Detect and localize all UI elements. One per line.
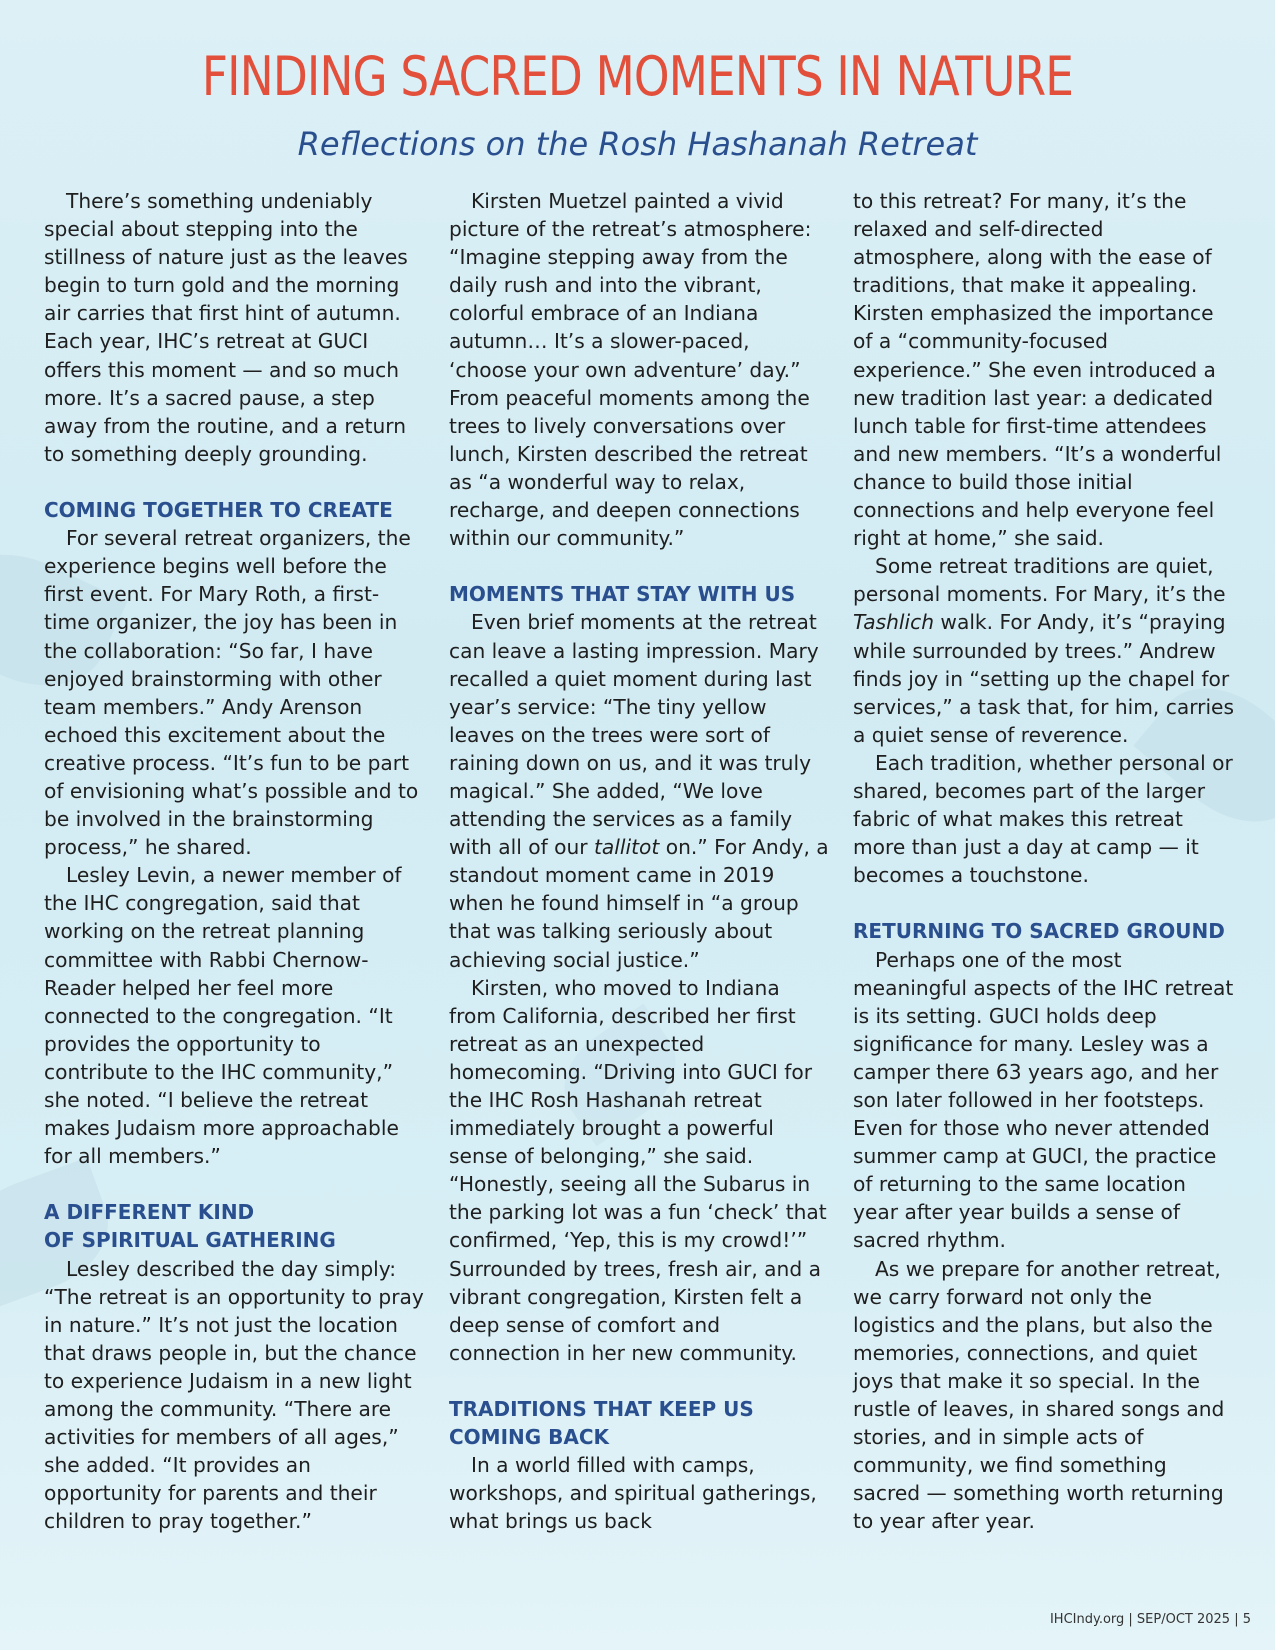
page-subtitle: Reflections on the Rosh Hashanah Retreat [297,125,978,163]
paragraph: As we prepare for another retreat, we carry forward not only the logistics and the plans, but also the memories, connections, and quiet joys that make it so special. In the rustle of leaves, in shared songs and stories, and in simple acts of community, we find something sacred — something worth returning to year after year. [853,1256,1225,1534]
paragraph: Lesley described the day simply: “The retreat is an opportunity to pray in nature.” It’s not just the location that draws people in, but the chance to experience Judaism in a new light among the community. “There are activities for members of all ages,” she added. “It provides an opportunity for parents and their children to pray together.” [44,1256,424,1534]
page-title: FINDING SACRED MOMENTS IN NATURE [201,45,1074,108]
paragraph-continued: to this retreat? For many, it’s the relaxed and self-directed atmosphere, along with the ease of traditions, that make it appealing. Kirsten emphasized the importance of a “community-focused experience.” She even introduced a new tradition last year: a dedicated lunch table for first-time attendees and new members. “It’s a wonderful chance to build those initial connections and help everyone feel right at home,” she said. [853,189,1222,551]
section-heading [449,1395,829,1451]
paragraph: Perhaps one of the most meaningful aspects of the IHC retreat is its setting. GUCI holds deep significance for many. Lesley was a camper there 63 years ago, and her son later followed in her footsteps. Even for those who never attended summer camp at GUCI, the practice of returning to the same location year after year builds a sense of sacred rhythm. [853,947,1234,1253]
section-heading: MOMENTS THAT STAY WITH US [449,582,796,607]
paragraph-text: walk. For Andy, it’s “praying while surrounded by trees.” Andrew finds joy in “setting up the chapel for services,” a task that, for him, carries a quiet sense of reverence. [853,610,1234,747]
italic-term: tallitot [594,835,660,860]
paragraph [449,608,829,973]
italic-term: Tashlich [853,610,935,635]
paragraph [853,552,1235,749]
paragraph: In a world filled with camps, workshops, and spiritual gatherings, what brings us back [449,1453,817,1534]
section-heading [44,1198,424,1254]
paragraph-text: on.” For Andy, a standout moment came in 2019 when he found himself in “a group that was talking seriously about achieving social justice.” [449,835,829,972]
paragraph: Lesley Levin, a newer member of the IHC congregation, said that working on the retreat planning committee with Rabbi Chernow-Reader helped her feel more connected to the congregation. “It provides the opportunity to contribute to the IHC community,” she noted. “I believe the retreat makes Judaism more approachable for all members.” [44,863,402,1169]
paragraph: For several retreat organizers, the experience begins well before the first event. For Mary Roth, a first-time organizer, the joy has been in the collaboration: “So far, I have enjoyed brainstorming with other team members.” Andy Arenson echoed this excitement about the creative process. “It’s fun to be part of envisioning what’s possible and to be involved in the brainstorming process,” he shared. [44,526,419,860]
article-column-3 [853,187,1235,1536]
section-heading-line: A DIFFERENT KIND [44,1200,255,1225]
article-column-1 [44,187,424,1536]
paragraph: There’s something undeniably special about stepping into the stillness of nature just as the leaves begin to turn gold and the morning air carries that first hint of autumn. Each year, IHC’s retreat at GUCI offers this moment — and so much more. It’s a sacred pause, a step away from the routine, and a return to something deeply grounding. [44,189,408,466]
section-heading-line: COMING BACK [449,1425,610,1450]
paragraph: Kirsten, who moved to Indiana from California, described her first retreat as an unexpected homecoming. “Driving into GUCI for the IHC Rosh Hashanah retreat immediately brought a powerful sense of belonging,” she said. “Honestly, seeing all the Subarus in the parking lot was a fun ‘check’ that confirmed, ‘Yep, this is my crowd!’” Surrounded by trees, fresh air, and a vibrant congregation, Kirsten felt a deep sense of comfort and connection in her new community. [449,975,827,1365]
section-heading-line: TRADITIONS THAT KEEP US [449,1397,754,1422]
section-heading: RETURNING TO SACRED GROUND [853,919,1225,944]
section-heading-line: OF SPIRITUAL GATHERING [44,1228,336,1253]
paragraph: Each tradition, whether personal or shared, becomes part of the larger fabric of what makes this retreat more than just a day at camp — it becomes a touchstone. [853,750,1233,888]
section-heading: COMING TOGETHER TO CREATE [44,498,393,523]
article-column-2 [449,187,829,1536]
paragraph-text: Some retreat traditions are quiet, personal moments. For Mary, it’s the [853,554,1226,607]
paragraph: Kirsten Muetzel painted a vivid picture of the retreat’s atmosphere: “Imagine stepping away from the daily rush and into the vibrant, colorful embrace of an Indiana autumn… It’s a slower-paced, ‘choose your own adventure’ day.” From peaceful moments among the trees to lively conversations over lunch, Kirsten described the retreat as “a wonderful way to relax, recharge, and deepen connections within our community.” [449,189,812,551]
page-footer: IHCIndy.org | SEP/OCT 2025 | 5 [1049,1612,1251,1627]
paragraph-text: Even brief moments at the retreat can leave a lasting impression. Mary recalled a quiet moment during last year’s service: “The tiny yellow leaves on the trees were sort of raining down on us, and it was truly magical.” She added, “We love attending the services as a family with all of our [449,610,819,860]
